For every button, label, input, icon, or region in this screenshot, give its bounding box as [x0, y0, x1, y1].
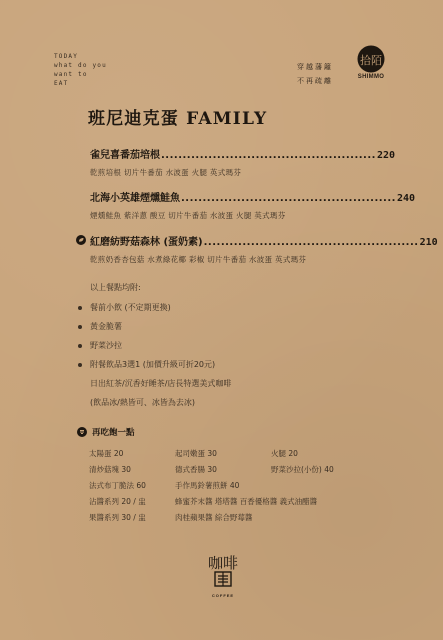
- slogan-line: 穿越藩籬: [297, 63, 333, 71]
- bullet-text: 餐前小飲 (不定期更換): [90, 303, 171, 312]
- refill-cell: 手作馬鈴薯煎餅 40: [175, 481, 240, 490]
- coffee-logo-mark: [206, 552, 240, 588]
- coffee-logo: [206, 552, 240, 598]
- shimmo-logo: [353, 45, 389, 85]
- included-notes: [78, 282, 378, 416]
- tagline-line: TODAY: [54, 53, 79, 60]
- logo-glyphs: 拾陌: [360, 54, 382, 67]
- coffee-text: COFFEE: [211, 593, 235, 598]
- leader-dots: ..................................................: [203, 237, 419, 248]
- bullet-text: 附餐飲品3選1 (加價升級可折20元): [90, 360, 216, 369]
- refill-heading: [77, 426, 135, 438]
- notes-bullet: [78, 359, 378, 370]
- logo-text: SHIMMO: [357, 74, 385, 80]
- item-price: 210: [419, 237, 438, 248]
- bullet-dot: [78, 363, 82, 367]
- item-desc: 乾煎培根 切片牛番茄 水波蛋 火腿 英式瑪芬: [90, 168, 242, 177]
- item-price: 220: [376, 150, 396, 161]
- menu-item: [90, 189, 416, 221]
- tagline: [54, 52, 107, 88]
- slogan-line: 不再疏離: [297, 77, 333, 85]
- refill-cell: 果醬系列 30 / 盅: [89, 513, 146, 522]
- drink-options: 日出紅茶/沉香好睡茶/店長特選美式咖啡: [90, 379, 232, 388]
- item-price: 240: [396, 193, 416, 204]
- bullet-dot: [78, 325, 82, 329]
- notes-bullet: [78, 321, 378, 332]
- refill-cell: 法式布丁脆法 60: [89, 481, 146, 490]
- bullet-text: 黃金脆薯: [90, 322, 122, 331]
- item-name: 北海小英雄煙燻鮭魚: [90, 193, 180, 204]
- bullet-dot: [78, 306, 82, 310]
- refill-list: [89, 448, 369, 523]
- refill-heading-text: 再吃飽一點: [92, 428, 135, 438]
- bullet-dot: [78, 344, 82, 348]
- refill-cell: 肉桂蘋果醬 綜合野莓醬: [175, 513, 253, 522]
- tagline-line: EAT: [54, 80, 69, 87]
- refill-cell: 野菜沙拉(小份) 40: [271, 465, 334, 474]
- leader-dots: ..................................................: [161, 150, 376, 161]
- coffee-glyph: 咖啡: [207, 554, 239, 572]
- refill-cell: [271, 480, 369, 491]
- notes-bullet: [78, 302, 378, 313]
- tagline-line: want to: [54, 71, 88, 78]
- notes-lead: 以上餐點均附:: [90, 283, 141, 292]
- refill-cell: 蜂蜜芥末醬 塔塔醬 百香優格醬 義式油醋醬: [175, 497, 318, 506]
- drink-note: (飲品冰/熱皆可、冰皆為去冰): [90, 398, 195, 407]
- page-title: 班尼迪克蛋 FAMILY: [88, 109, 268, 129]
- tagline-line: what do you: [54, 62, 107, 69]
- menu-item: [90, 146, 396, 178]
- bullet-text: 野菜沙拉: [90, 341, 122, 350]
- menu-item: [90, 233, 438, 265]
- slogan: [297, 60, 333, 88]
- refill-cell: 火腿 20: [271, 449, 298, 458]
- item-desc: 煙燻鮭魚 紫洋蔥 酸豆 切片牛番茄 水波蛋 火腿 英式瑪芬: [90, 211, 286, 220]
- refill-cell: 清炒菇塊 30: [89, 465, 131, 474]
- item-name: 雀兒喜番茄培根: [90, 150, 160, 161]
- leader-dots: ..................................................: [181, 193, 396, 204]
- item-name: 紅磨紡野菇森林 (蛋奶素): [90, 237, 203, 248]
- refill-cell: 德式香腸 30: [175, 465, 217, 474]
- shimmo-logo-mark: [357, 45, 385, 73]
- refill-cell: 沾醬系列 20 / 盅: [89, 497, 146, 506]
- notes-bullet: [78, 340, 378, 351]
- refill-icon: [77, 427, 87, 437]
- refill-cell: 起司嫩蛋 30: [175, 449, 217, 458]
- vegetarian-icon: [76, 235, 86, 245]
- item-desc: 乾煎奶香杏包菇 水煮綠花椰 彩椒 切片牛番茄 水波蛋 英式瑪芬: [90, 255, 307, 264]
- refill-cell: 太陽蛋 20: [89, 449, 124, 458]
